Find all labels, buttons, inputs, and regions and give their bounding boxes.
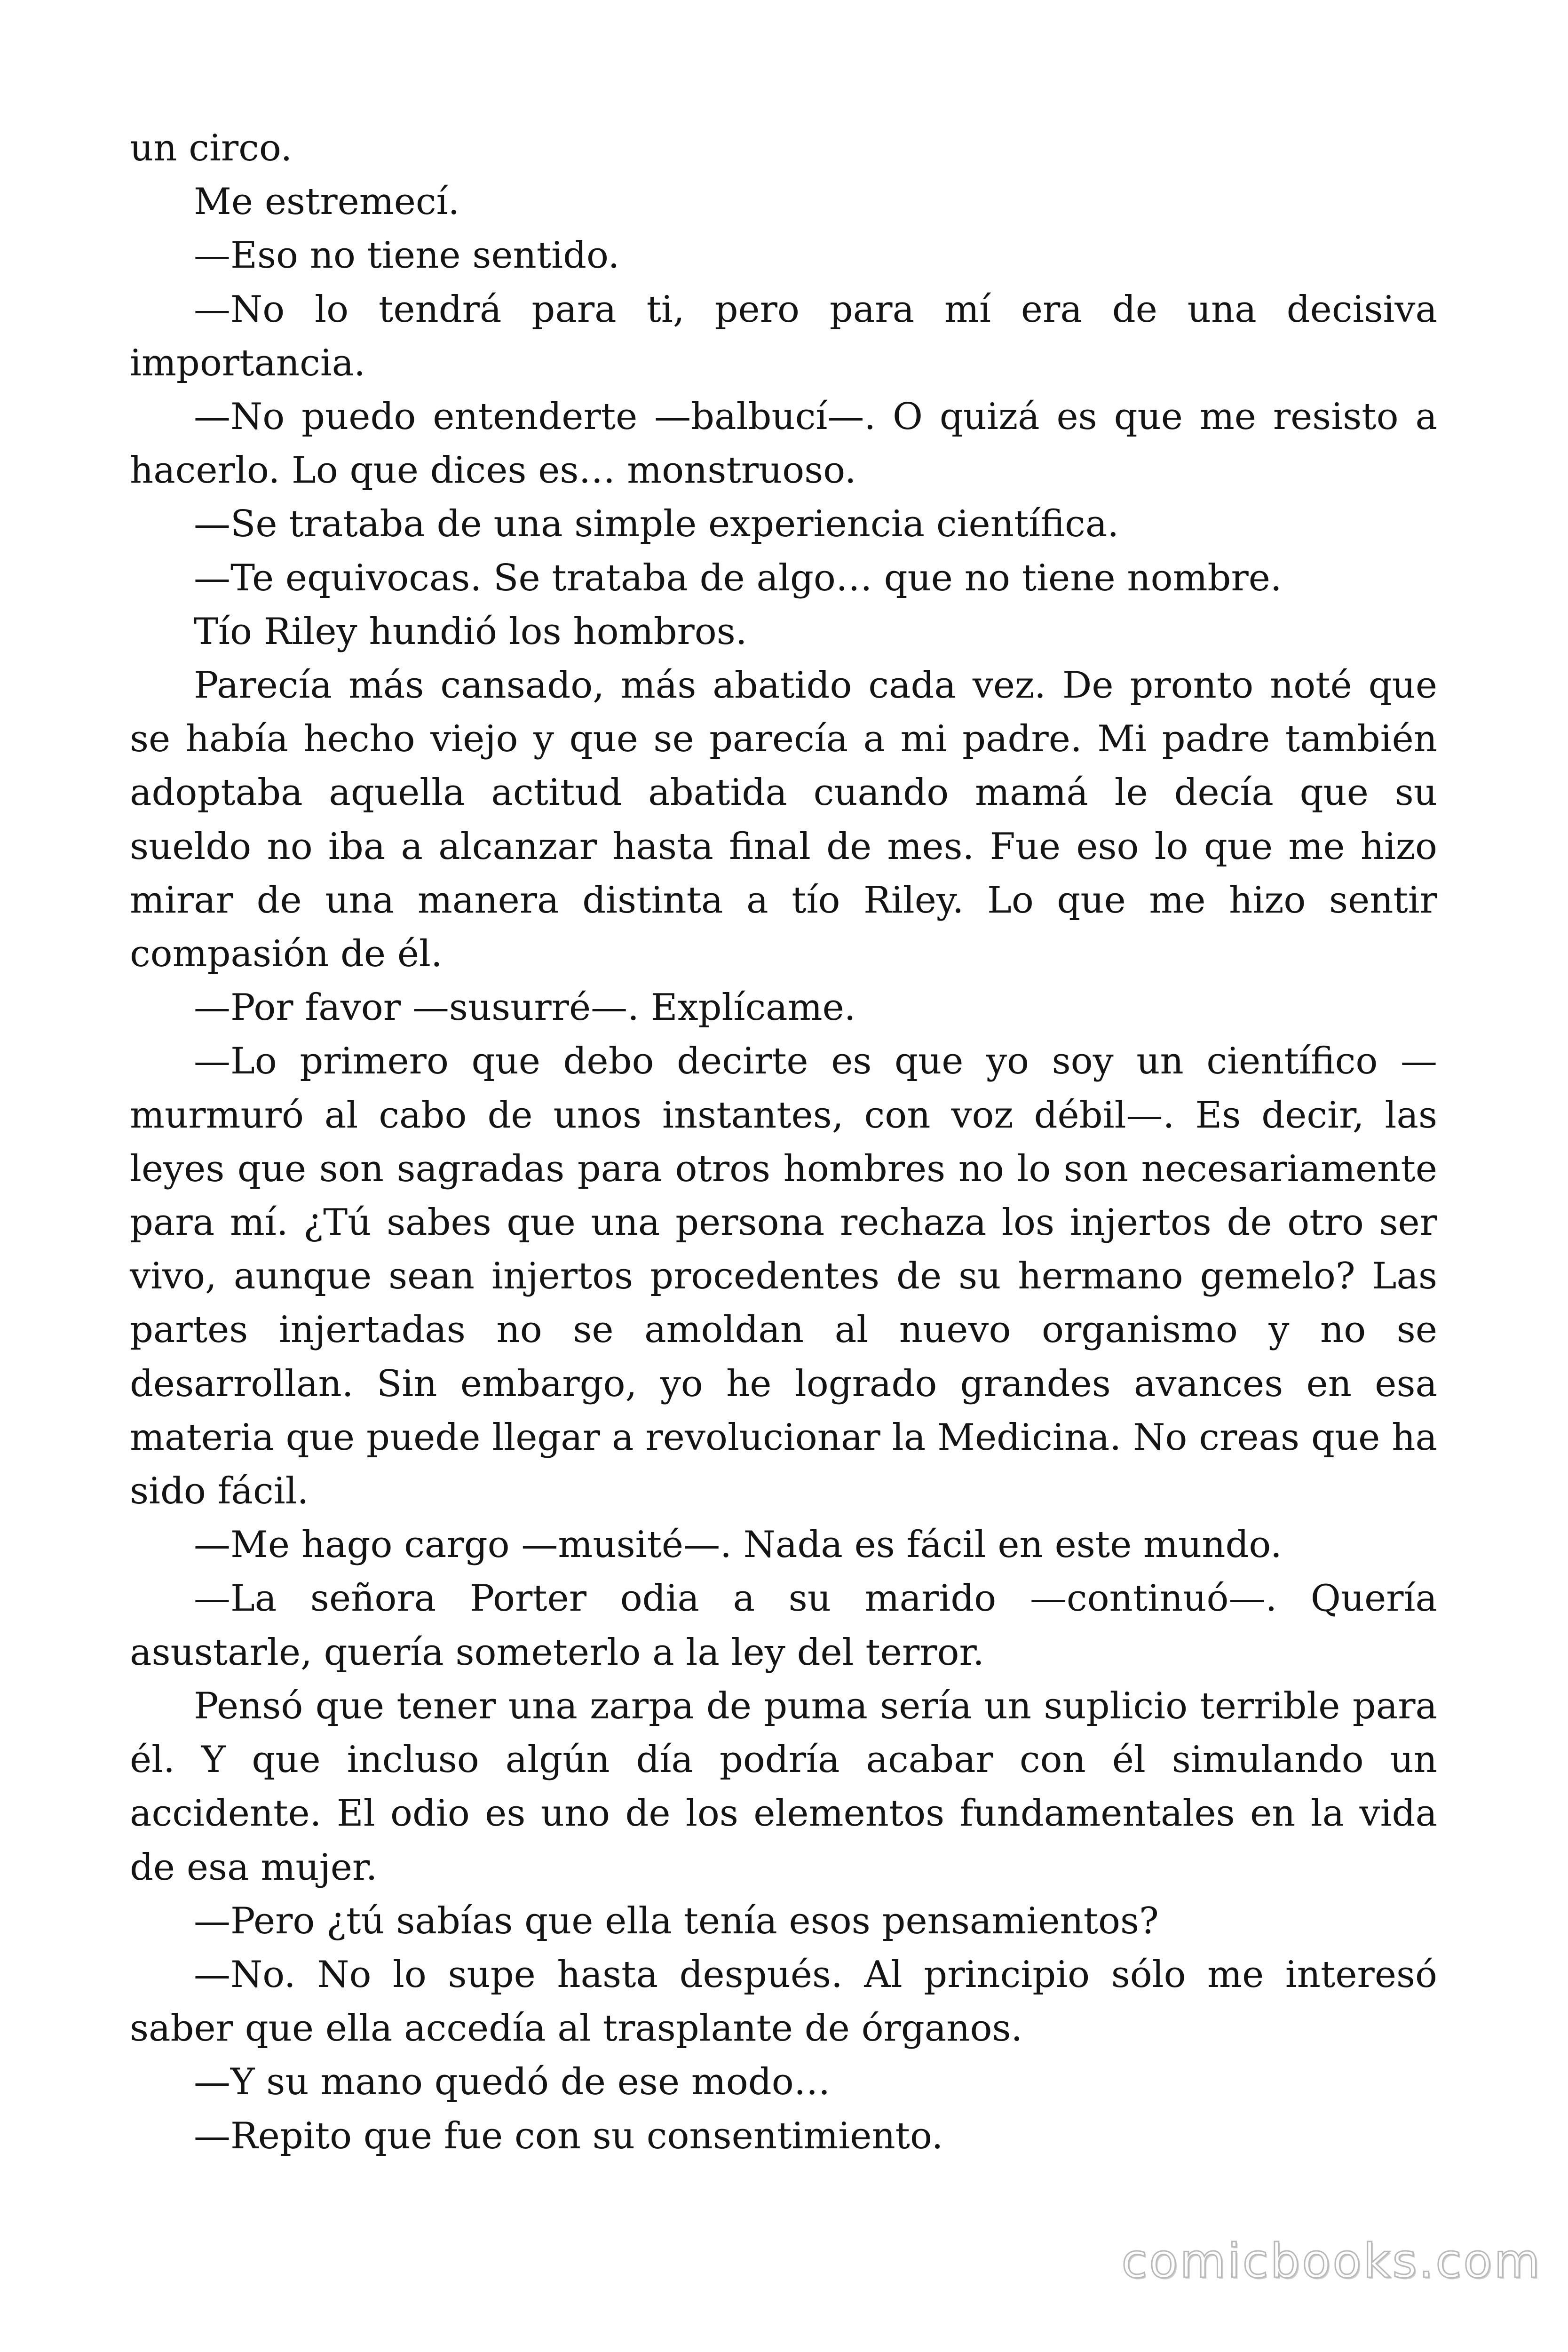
- paragraph: —Te equivocas. Se trataba de algo… que no tiene nombre.: [194, 556, 1282, 599]
- text-column: [130, 121, 1437, 2163]
- paragraph: —Se trataba de una simple experiencia científica.: [194, 503, 1119, 546]
- paragraph: —Y su mano quedó de ese modo…: [194, 2061, 831, 2104]
- paragraph: —Por favor —susurré—. Explícame.: [194, 986, 856, 1029]
- paragraph: —Eso no tiene sentido.: [194, 234, 620, 277]
- paragraph: Pensó que tener una zarpa de puma sería un suplicio terrible para él. Y que incluso algún día podría acabar con él simulando un accidente. El odio es uno de los elementos fundamentales en la vida de esa mujer.: [130, 1685, 1437, 1889]
- paragraph: —No. No lo supe hasta después. Al principio sólo me interesó saber que ella accedía al trasplante de órganos.: [130, 1953, 1437, 2050]
- paragraph: Tío Riley hundió los hombros.: [194, 610, 747, 653]
- paragraph: Parecía más cansado, más abatido cada vez. De pronto noté que se había hecho viejo y que se parecía a mi padre. Mi padre también adoptaba aquella actitud abatida cuando mamá le decía que su sueldo no iba a alcanzar hasta final de mes. Fue eso lo que me hizo mirar de una manera distinta a tío Riley. Lo que me hizo sentir compasión de él.: [130, 664, 1437, 976]
- paragraph: —La señora Porter odia a su marido —continuó—. Quería asustarle, quería someterlo a la ley del terror.: [130, 1577, 1437, 1674]
- paragraph: —Lo primero que debo decirte es que yo soy un científico —murmuró al cabo de unos instantes, con voz débil—. Es decir, las leyes que son sagradas para otros hombres no lo son necesariamente para mí. ¿Tú sabes que una persona rechaza los injertos de otro ser vivo, aunque sean injertos procedentes de su hermano gemelo? Las partes injertadas no se amoldan al nuevo organismo y no se desarrollan. Sin embargo, yo he logrado grandes avances en esa materia que puede llegar a revolucionar la Medicina. No creas que ha sido fácil.: [130, 1040, 1437, 1513]
- paragraph: Me estremecí.: [194, 181, 460, 223]
- paragraph: —Me hago cargo —musité—. Nada es fácil en este mundo.: [194, 1524, 1282, 1566]
- paragraph: un circo.: [130, 127, 293, 169]
- paragraph: —No lo tendrá para ti, pero para mí era de una decisiva importancia.: [130, 288, 1437, 384]
- watermark: comicbooks.com: [1121, 2233, 1542, 2288]
- paragraph: —Repito que fue con su consentimiento.: [194, 2114, 943, 2157]
- paragraph: —Pero ¿tú sabías que ella tenía esos pensamientos?: [194, 1899, 1159, 1942]
- paragraph: —No puedo entenderte —balbucí—. O quizá es que me resisto a hacerlo. Lo que dices es… monstruoso.: [130, 396, 1437, 492]
